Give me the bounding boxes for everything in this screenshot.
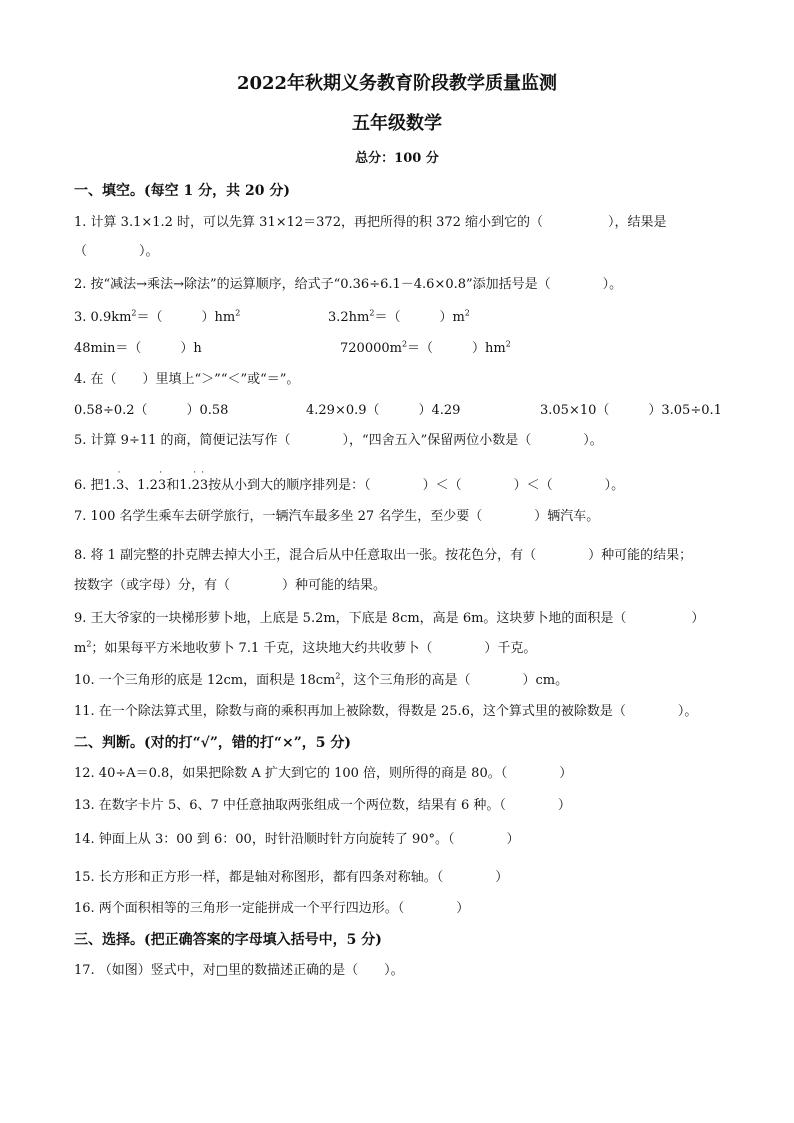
q6-text-post: 按从小到大的顺序排列是：（ ）＜（ ）＜（ ）。 [208, 478, 625, 493]
question-8-line-1: 8. 将 1 副完整的扑克牌去掉大小王，混合后从中任意取出一张。按花色分，有（ ）种可能的结果； [74, 548, 693, 563]
q3d-text-post: ＝（ ）hm [407, 341, 506, 356]
q6-separator-1: 、 [124, 478, 138, 493]
recurring-decimal-2 [137, 468, 167, 495]
q3a-text-post: ＝（ ）hm [136, 310, 236, 325]
question-3-item-c: 48min＝（ ）h [74, 341, 202, 356]
recurring-decimal-3 [179, 468, 209, 495]
question-9-line-1: 9. 王大爷家的一块梯形萝卜地，上底是 5.2m，下底是 8cm，高是 6m。这块萝卜地的面积是（ ） [74, 611, 705, 626]
recurring-dot: · [193, 468, 197, 478]
q3a-text-pre: 3. 0.9km [74, 310, 132, 325]
q3d-text-pre: 720000m [340, 341, 402, 356]
question-9-line-2 [74, 640, 536, 658]
superscript: 2 [505, 339, 511, 349]
question-14: 14. 钟面上从 3：00 到 6：00，时针沿顺时针方向旋转了 90°。（ ） [74, 832, 520, 847]
q6-separator-2: 和 [166, 478, 180, 493]
question-4-item-c: 3.05×10（ ）3.05÷0.1 [540, 403, 722, 418]
q9b-text-post: ；如果每平方米地收萝卜 7.1 千克，这块地大约共收萝卜（ ）千克。 [91, 641, 537, 656]
q10-text-post: ，这个三角形的高是（ ）cm。 [340, 673, 569, 688]
recurring-dot: · [159, 468, 163, 478]
superscript: 2 [335, 671, 341, 681]
section-heading-true-false: 二、判断。(对的打“√”，错的打“×”，5 分) [74, 735, 352, 751]
recurring-decimal-1 [103, 468, 125, 495]
question-11: 11. 在一个除法算式里，除数与商的乘积再加上被除数，得数是 25.6，这个算式里的被除数是（ ）。 [74, 704, 698, 719]
q6-number-1: 1.3 [103, 478, 125, 493]
question-3-item-a [74, 309, 240, 327]
q3b-text-pre: 3.2hm [328, 310, 370, 325]
q9b-text-pre: m [74, 641, 87, 656]
question-15: 15. 长方形和正方形一样，都是轴对称图形，都有四条对称轴。（ ） [74, 870, 509, 885]
question-4-item-a: 0.58÷0.2（ ）0.58 [74, 403, 229, 418]
question-17: 17. （如图）竖式中，对□里的数描述正确的是（ ）。 [74, 963, 404, 978]
question-5: 5. 计算 9÷11 的商，简便记法写作（ ），“四舍五入”保留两位小数是（ ）。 [74, 433, 603, 448]
superscript: 2 [235, 308, 241, 318]
section-heading-multiple-choice: 三、选择。(把正确答案的字母填入括号中，5 分) [74, 932, 382, 948]
question-8-line-2: 按数字（或字母）分，有（ ）种可能的结果。 [74, 578, 387, 593]
q3b-text-post: ＝（ ）m [374, 310, 465, 325]
q6-text-pre: 6. 把 [74, 478, 104, 493]
q6-number-2: 1.23 [137, 478, 167, 493]
question-3-item-b [328, 309, 470, 327]
page-title: 2022年秋期义务教育阶段教学质量监测 [236, 73, 558, 94]
total-score: 总分：100 分 [355, 151, 439, 166]
q6-number-3: 1.23 [179, 478, 209, 493]
recurring-dot: · [117, 468, 121, 478]
question-4: 4. 在（ ）里填上“＞”“＜”或“＝”。 [74, 372, 300, 387]
question-10 [74, 672, 568, 690]
superscript: 2 [401, 339, 408, 349]
q10-text-pre: 10. 一个三角形的底是 12cm，面积是 18cm [74, 673, 336, 688]
question-6 [74, 468, 625, 495]
superscript: 2 [369, 308, 375, 318]
question-3-item-d [340, 340, 511, 358]
superscript: 2 [86, 639, 92, 649]
question-4-item-b: 4.29×0.9（ ）4.29 [306, 403, 461, 418]
question-12: 12. 40÷A＝0.8，如果把除数 A 扩大到它的 100 倍，则所得的商是 80。（ ） [74, 766, 573, 781]
question-13: 13. 在数字卡片 5、6、7 中任意抽取两张组成一个两位数，结果有 6 种。（ ） [74, 798, 571, 813]
question-7: 7. 100 名学生乘车去研学旅行，一辆汽车最多坐 27 名学生，至少要（ ）辆汽车。 [74, 509, 600, 524]
question-2: 2. 按“减法→乘法→除法”的运算顺序，给式子“0.36÷6.1－4.6×0.8”添加括号是（ ）。 [74, 277, 623, 292]
question-1-line-2: （ ）。 [74, 244, 159, 259]
question-1-line-1: 1. 计算 3.1×1.2 时，可以先算 31×12＝372，再把所得的积 372 缩小到它的（ ），结果是 [74, 215, 667, 230]
superscript: 2 [464, 308, 470, 318]
page-subtitle: 五年级数学 [352, 113, 442, 134]
superscript: 2 [131, 308, 137, 318]
section-heading-fill-blank: 一、填空。(每空 1 分，共 20 分) [74, 183, 290, 199]
question-16: 16. 两个面积相等的三角形一定能拼成一个平行四边形。（ ） [74, 901, 470, 916]
recurring-dot: · [201, 468, 205, 478]
